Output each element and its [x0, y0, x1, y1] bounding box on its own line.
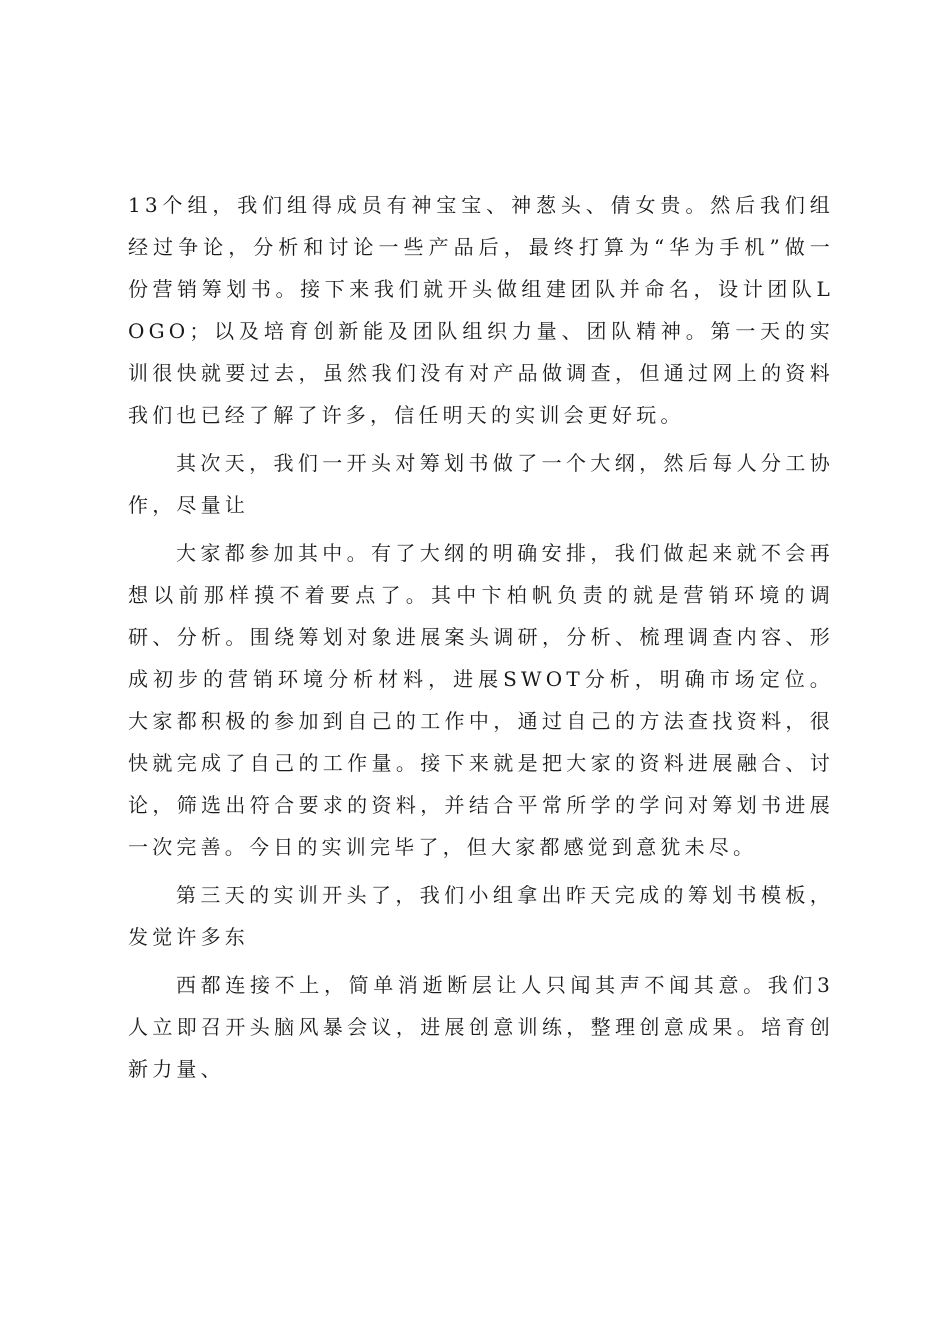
paragraph-1: 13个组，我们组得成员有神宝宝、神葱头、倩女贵。然后我们组经过争论，分析和讨论一些产品后，最终打算为“华为手机”做一份营销筹划书。接下来我们就开头做组建团队并命名，设计团队LOGO；以及培育创新能及团队组织力量、团队精神。第一天的实训很快就要过去，虽然我们没有对产品做调查，但通过网上的资料我们也已经了解了许多，信任明天的实训会更好玩。	[128, 193, 834, 427]
paragraph-3: 大家都参加其中。有了大纲的明确安排，我们做起来就不会再想以前那样摸不着要点了。其中卞柏帆负责的就是营销环境的调研、分析。围绕筹划对象进展案头调研，分析、梳理调查内容、形成初步的营销环境分析材料，进展SWOT分析，明确市场定位。大家都积极的参加到自己的工作中，通过自己的方法查找资料，很快就完成了自己的工作量。接下来就是把大家的资料进展融合、讨论，筛选出符合要求的资料，并结合平常所学的学问对筹划书进展一次完善。今日的实训完毕了，但大家都感觉到意犹未尽。	[128, 541, 834, 859]
document-body	[128, 184, 834, 1096]
paragraph-2: 其次天，我们一开头对筹划书做了一个大纲，然后每人分工协作，尽量让	[128, 451, 834, 517]
paragraph-5: 西都连接不上，简单消逝断层让人只闻其声不闻其意。我们3人立即召开头脑风暴会议，进展创意训练，整理创意成果。培育创新力量、	[128, 973, 834, 1081]
paragraph-4: 第三天的实训开头了，我们小组拿出昨天完成的筹划书模板，发觉许多东	[128, 883, 834, 949]
